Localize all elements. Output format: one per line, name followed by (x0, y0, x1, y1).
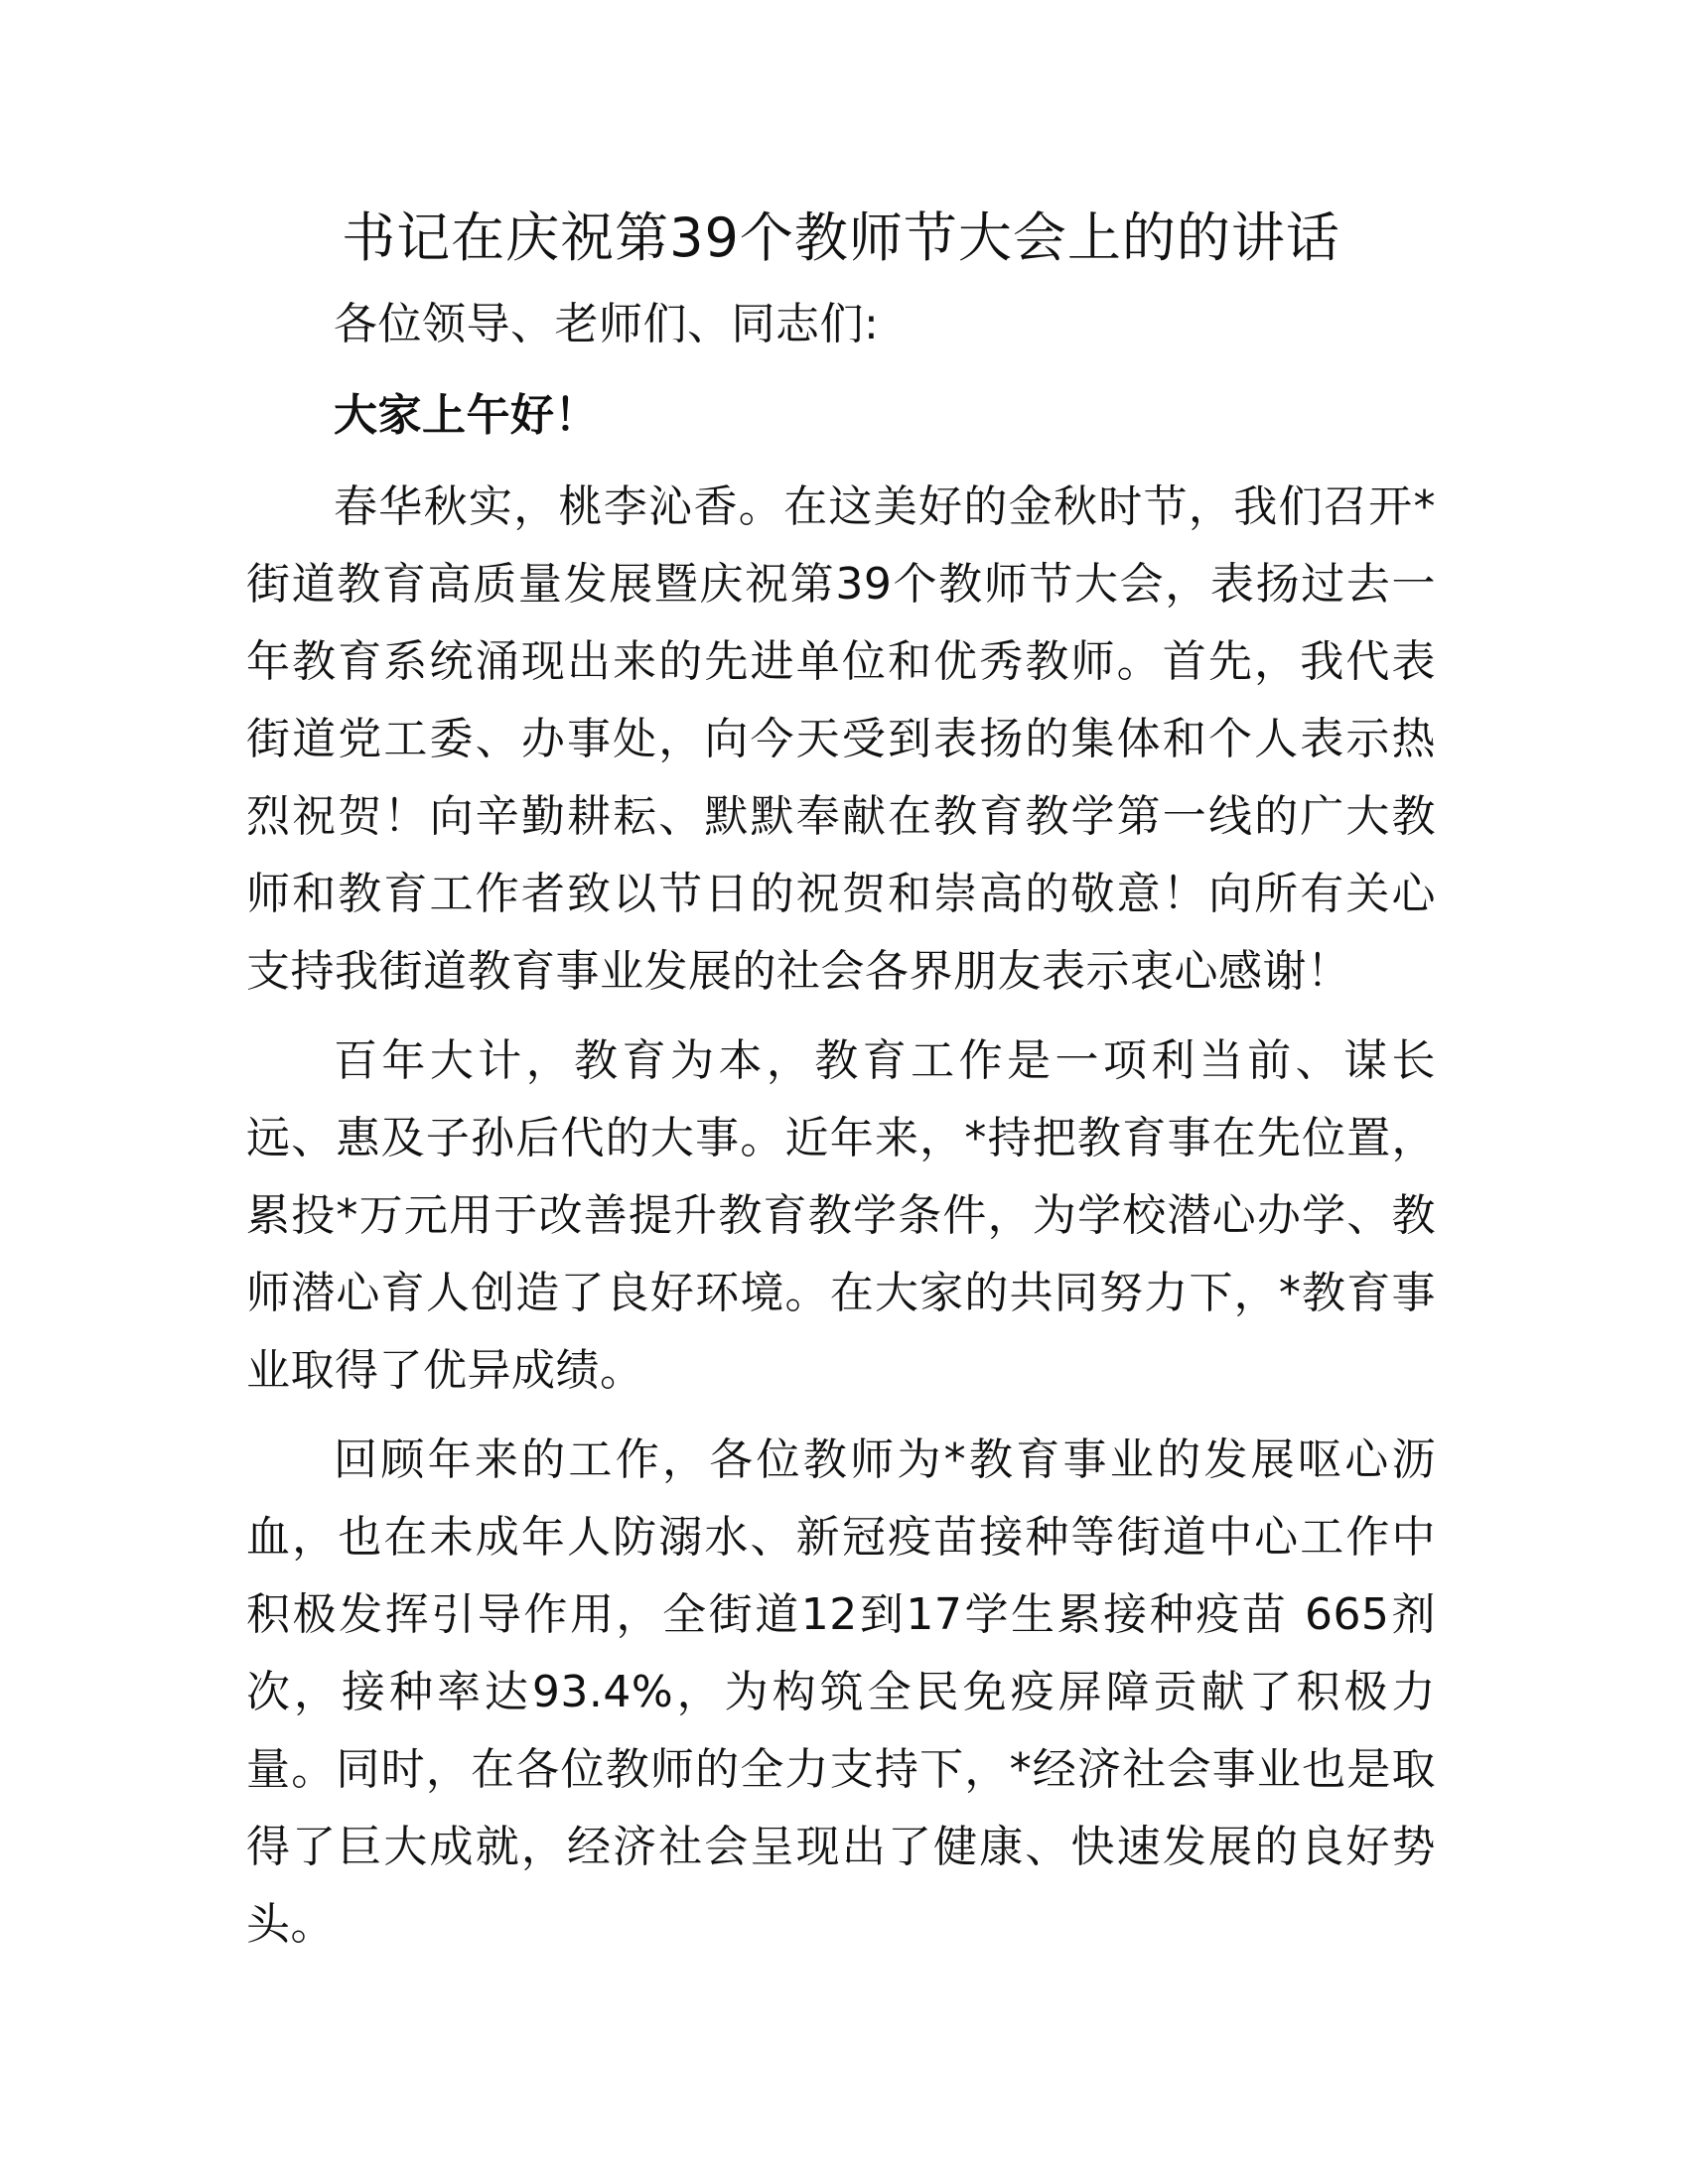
document-page (246, 199, 1436, 1976)
paragraph-review: 回顾年来的工作，各位教师为*教育事业的发展呕心沥血，也在未成年人防溺水、新冠疫苗接种等街道中心工作中积极发挥引导作用，全街道12到17学生累接种疫苗 665剂次，接种率达93.4%，为构筑全民免疫屏障贡献了积极力量。同时，在各位教师的全力支持下，*经济社会事业也是取得了巨大成就，经济社会呈现出了健康、快速发展的良好势头。 (246, 1434, 1436, 1950)
document-title: 书记在庆祝第39个教师节大会上的的讲话 (342, 206, 1340, 269)
greeting: 大家上午好！ (334, 390, 599, 441)
salutation: 各位领导、老师们、同志们: (334, 299, 880, 349)
paragraph-education: 百年大计，教育为本，教育工作是一项利当前、谋长远、惠及子孙后代的大事。近年来，*持把教育事在先位置，累投*万元用于改善提升教育教学条件，为学校潜心办学、教师潜心育人创造了良好环境。在大家的共同努力下，*教育事业取得了优异成绩。 (246, 1035, 1436, 1396)
paragraph-opening: 春华秋实，桃李沁香。在这美好的金秋时节，我们召开*街道教育高质量发展暨庆祝第39个教师节大会，表扬过去一年教育系统涌现出来的先进单位和优秀教师。首先，我代表街道党工委、办事处，向今天受到表扬的集体和个人表示热烈祝贺！向辛勤耕耘、默默奉献在教育教学第一线的广大教师和教育工作者致以节日的祝贺和崇高的敬意！向所有关心支持我街道教育事业发展的社会各界朋友表示衷心感谢！ (246, 481, 1436, 997)
